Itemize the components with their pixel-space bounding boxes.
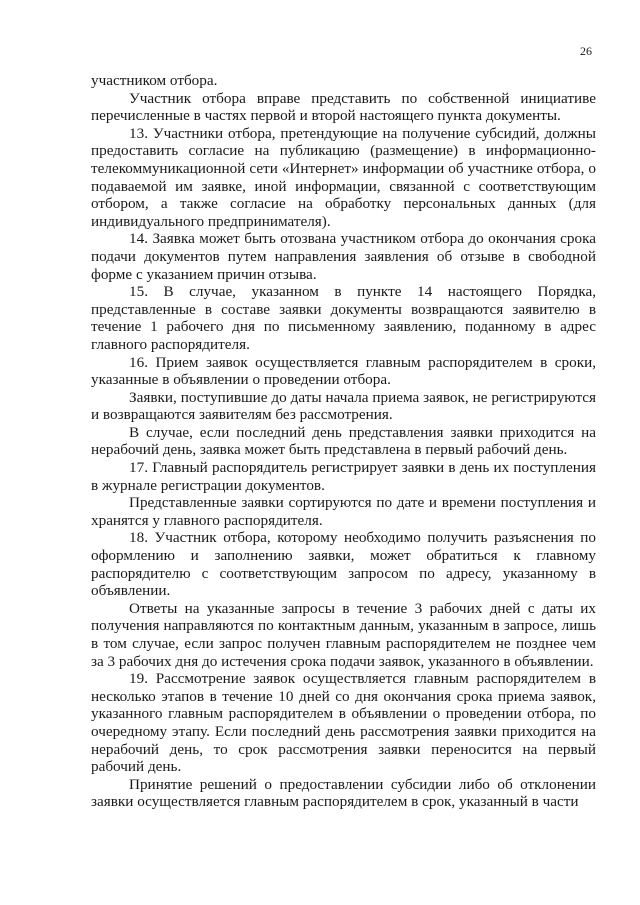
paragraph-item-18: 18. Участник отбора, которому необходимо получить разъяснения по оформлению и заполнению заявки, может обратиться к главному распорядителю с соответствующим запросом по адресу, указанному в объявлении. — [91, 529, 596, 600]
paragraph-item-13: 13. Участники отбора, претендующие на получение субсидий, должны предоставить согласие на публикацию (размещение) в информационно-телекоммуникационной сети «Интернет» информации об участнике отбора, о подаваемой им заявке, иной информации, связанной с соответствующим отбором, а также согласие на обработку персональных данных (для индивидуального предпринимателя). — [91, 124, 596, 230]
paragraph-item-16: 16. Прием заявок осуществляется главным распорядителем в сроки, указанные в объявлении о проведении отбора. — [91, 353, 596, 389]
paragraph: Заявки, поступившие до даты начала приема заявок, не регистрируются и возвращаются заявителям без рассмотрения. — [91, 388, 596, 424]
paragraph: Участник отбора вправе представить по собственной инициативе перечисленные в частях первой и второй настоящего пункта документы. — [91, 89, 596, 125]
page-number: 26 — [580, 44, 592, 58]
paragraph: Ответы на указанные запросы в течение 3 рабочих дней с даты их получения направляются по контактным данным, указанным в запросе, лишь в том случае, если запрос получен главным распорядителем не позднее чем за 3 рабочих дня до истечения срока подачи заявок, указанного в объявлении. — [91, 599, 596, 670]
paragraph: В случае, если последний день представления заявки приходится на нерабочий день, заявка может быть представлена в первый рабочий день. — [91, 423, 596, 459]
paragraph-item-17: 17. Главный распорядитель регистрирует заявки в день их поступления в журнале регистрации документов. — [91, 459, 596, 494]
paragraph: Принятие решений о предоставлении субсидии либо об отклонении заявки осуществляется главным распорядителем в срок, указанный в части — [91, 775, 596, 811]
document-body — [91, 72, 596, 811]
paragraph: Представленные заявки сортируются по дате и времени поступления и хранятся у главного распорядителя. — [91, 494, 596, 529]
paragraph-item-19: 19. Рассмотрение заявок осуществляется главным распорядителем в несколько этапов в течение 10 дней со дня окончания срока приема заявок, указанного главным распорядителем в объявлении о проведении отбора, по очередному этапу. Если последний день рассмотрения заявки приходится на нерабочий день, то срок рассмотрения заявки переносится на первый рабочий день. — [91, 670, 596, 776]
paragraph-continuation: участником отбора. — [91, 72, 218, 89]
paragraph-item-15: 15. В случае, указанном в пункте 14 настоящего Порядка, представленные в составе заявки документы возвращаются заявителю в течение 1 рабочего дня по письменному заявлению, поданному в адрес главного распорядителя. — [91, 283, 596, 353]
paragraph-item-14: 14. Заявка может быть отозвана участником отбора до окончания срока подачи документов путем направления заявления об отзыве в свободной форме с указанием причин отзыва. — [91, 230, 596, 283]
